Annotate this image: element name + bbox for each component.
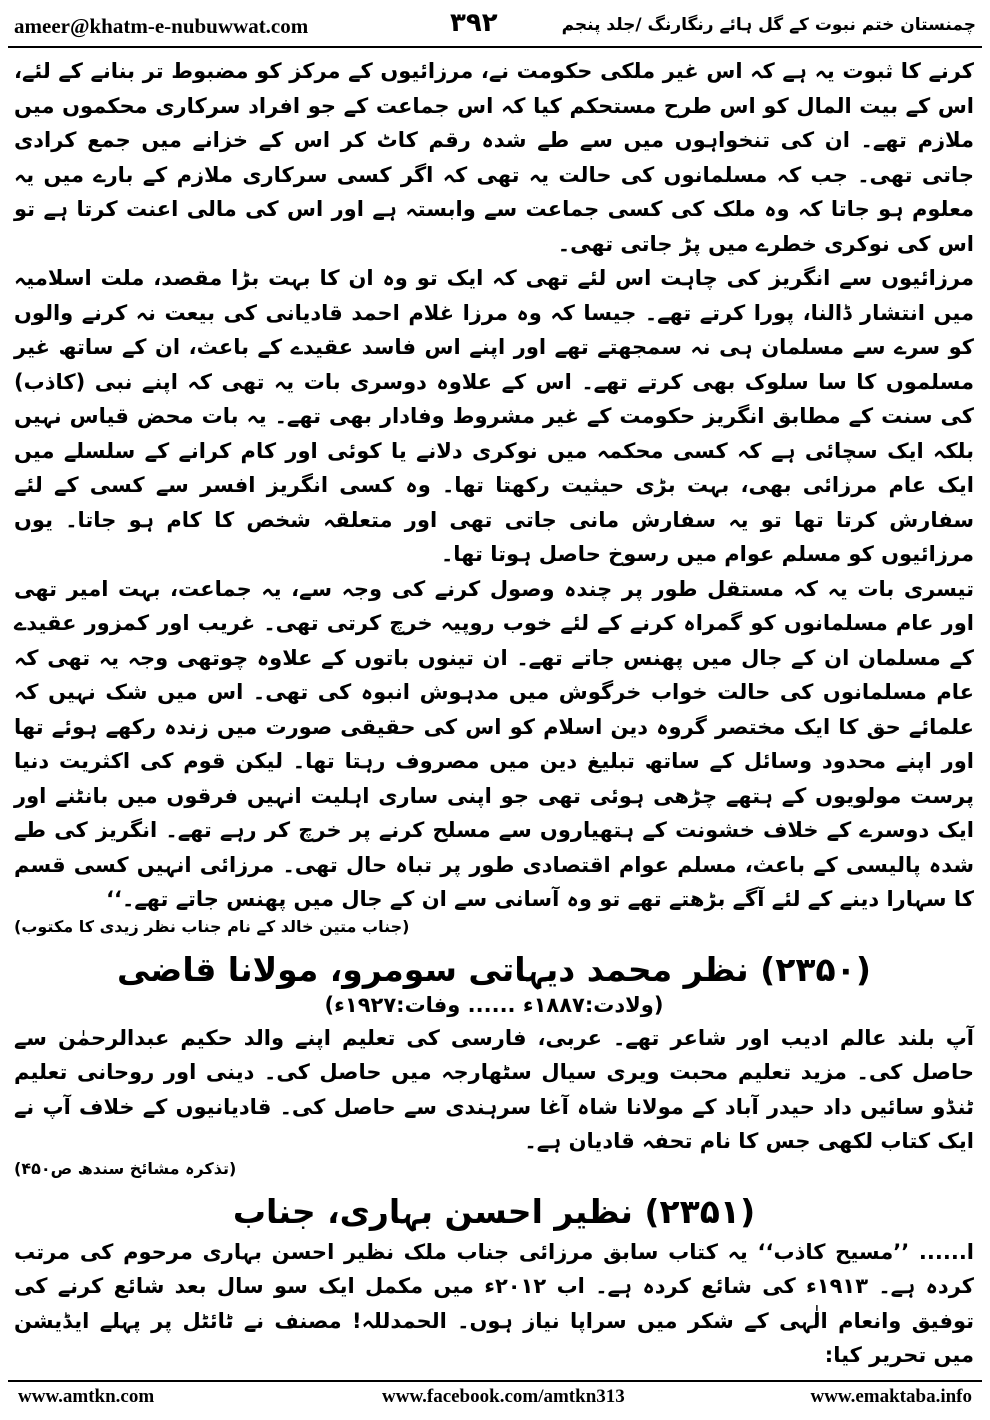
- paragraph-1: کرنے کا ثبوت یہ ہے کہ اس غیر ملکی حکومت نے، مرزائیوں کے مرکز کو مضبوط تر بنانے کے لئے، اس کے بیت المال کو اس طرح مستحکم کیا کہ اس جماعت کے جو افراد سرکاری محکموں میں ملازم تھے۔ ان کی تنخواہوں میں سے طے شدہ رقم کاٹ کر اس کے خزانے میں جمع کرادی جاتی تھی۔ جب کہ مسلمانوں کی حالت یہ تھی کہ اگر کسی سرکاری ملازم کے بارے میں یہ معلوم ہو جاتا کہ وہ ملک کی کسی جماعت سے وابستہ ہے اور اس کی مالی اعنت کرتا ہے تو اس کی نوکری خطرے میں پڑ جاتی تھی۔: [14, 59, 974, 256]
- page-header: [10, 8, 980, 44]
- footer-rule: [8, 1380, 982, 1382]
- header-rule: [8, 46, 982, 48]
- entry-heading-2350: (۲۳۵۰) نظر محمد دیہاتی سومرو، مولانا قاضی: [117, 949, 871, 989]
- footer-link-amtkn[interactable]: www.amtkn.com: [18, 1386, 155, 1407]
- book-title: چمنستان ختم نبوت کے گل ہائے رنگارنگ /جلد پنجم: [561, 15, 976, 35]
- entry-dates-2350: (ولادت:۱۸۸۷ء ...... وفات:۱۹۲۷ء): [324, 992, 664, 1017]
- citation-tazkira: (تذکرہ مشائخ سندھ ص۴۵۰): [14, 1158, 237, 1178]
- paragraph-4: آپ بلند عالم ادیب اور شاعر تھے۔ عربی، فارسی کی تعلیم اپنے والد حکیم عبدالرحمٰن سے حاصل کی۔ مزید تعلیم محبت ویری سیال سٹھارجہ میں حاصل کی۔ دینی اور روحانی تعلیم ٹنڈو سائیں داد حیدر آباد کے مولانا شاہ آغا سرہندی سے حاصل کی۔ قادیانیوں کے خلاف آپ نے ایک کتاب لکھی جس کا نام تحفہ قادیان ہے۔: [14, 1025, 974, 1153]
- page-number: ۳۹۲: [450, 8, 498, 38]
- citation-letter: (جناب متین خالد کے نام جناب نظر زیدی کا مکتوب): [14, 916, 410, 936]
- paragraph-3: تیسری بات یہ کہ مستقل طور پر چندہ وصول کرنے کی وجہ سے، یہ جماعت، بہت امیر تھی اور عام مسلمانوں کو گمراہ کرنے کے لئے خوب روپیہ خرچ کرتی تھی۔ غریب اور کمزور عقیدے کے مسلمان ان کے جال میں پھنس جاتے تھے۔ ان تینوں باتوں کے علاوہ چوتھی وجہ یہ تھی کہ عام مسلمانوں کی حالت خواب خرگوش میں مدہوش انبوہ کی تھی۔ اس میں شک نہیں کہ علمائے حق کا ایک مختصر گروہ دین اسلام کو اس کی حقیقی صورت میں زندہ رکھے ہوئے تھا اور اپنے محدود وسائل کے ساتھ تبلیغ دین میں مصروف رہتا تھا۔ لیکن قوم کی اکثریت دنیا پرست مولویوں کے ہتھے چڑھی ہوئی تھی جو اپنی ساری اہلیت انہیں فرقوں میں بانٹنے اور ایک دوسرے کے خلاف خشونت کے ہتھیاروں سے مسلح کرنے پر خرچ کر رہے تھے۔ انگریز کی طے شدہ پالیسی کے باعث، مسلم عوام اقتصادی طور پر تباہ حال تھی۔ مرزائی انہیں کسی قسم کا سہارا دینے کے لئے آگے بڑھتے تھے تو وہ آسانی سے ان کے جال میں پھنس جاتے تھے۔‘‘: [14, 576, 974, 911]
- footer-link-emaktaba[interactable]: www.emaktaba.info: [810, 1386, 972, 1407]
- entry-heading-2351: (۲۳۵۱) نظیر احسن بہاری، جناب: [232, 1191, 756, 1231]
- paragraph-2: مرزائیوں سے انگریز کی چاہت اس لئے تھی کہ ایک تو وہ ان کا بہت بڑا مقصد، ملت اسلامیہ میں انتشار ڈالنا، پورا کرتے تھے۔ جیسا کہ وہ مرزا غلام احمد قادیانی کی بیعت نہ کرنے والوں کو سرے سے مسلمان ہی نہ سمجھتے تھے اور اپنے اس فاسد عقیدے کے باعث، ان کے ساتھ غیر مسلموں کا سا سلوک بھی کرتے تھے۔ اس کے علاوہ دوسری بات یہ تھی کہ اپنے نبی (کاذب) کی سنت کے مطابق انگریز حکومت کے غیر مشروط وفادار بھی تھے۔ یہ بات محض قیاس نہیں بلکہ ایک سچائی ہے کہ کسی محکمہ میں نوکری دلانے یا کوئی اور کام کرانے کے سلسلے میں ایک عام مرزائی بھی، بہت بڑی حیثیت رکھتا تھا۔ وہ کسی انگریز افسر سے کسی کے لئے سفارش کرتا تھا تو یہ سفارش مانی جاتی تھی اور متعلقہ شخص کا کام ہو جاتا۔ یوں مرزائیوں کو مسلم عوام میں رسوخ حاصل ہوتا تھا۔: [14, 266, 974, 566]
- paragraph-5: ا...... ’’مسیح کاذب‘‘ یہ کتاب سابق مرزائی جناب ملک نظیر احسن بہاری مرحوم کی مرتب کردہ ہے۔ ۱۹۱۳ء کی شائع کردہ ہے۔ اب ۲۰۱۲ء میں مکمل ایک سو سال بعد شائع کرنے کی توفیق وانعام الٰہی کے شکر میں سراپا نیاز ہوں۔ الحمدللہ! مصنف نے ٹائٹل پر پہلے ایڈیشن میں تحریر کیا:: [14, 1239, 974, 1367]
- citation-row-1: [14, 917, 974, 936]
- page-footer: [10, 1386, 980, 1416]
- footer-link-facebook[interactable]: www.facebook.com/amtkn313: [382, 1386, 625, 1407]
- page-body: [14, 54, 974, 1373]
- citation-row-2: [14, 1159, 974, 1178]
- header-email: ameer@khatm-e-nubuwwat.com: [14, 14, 309, 38]
